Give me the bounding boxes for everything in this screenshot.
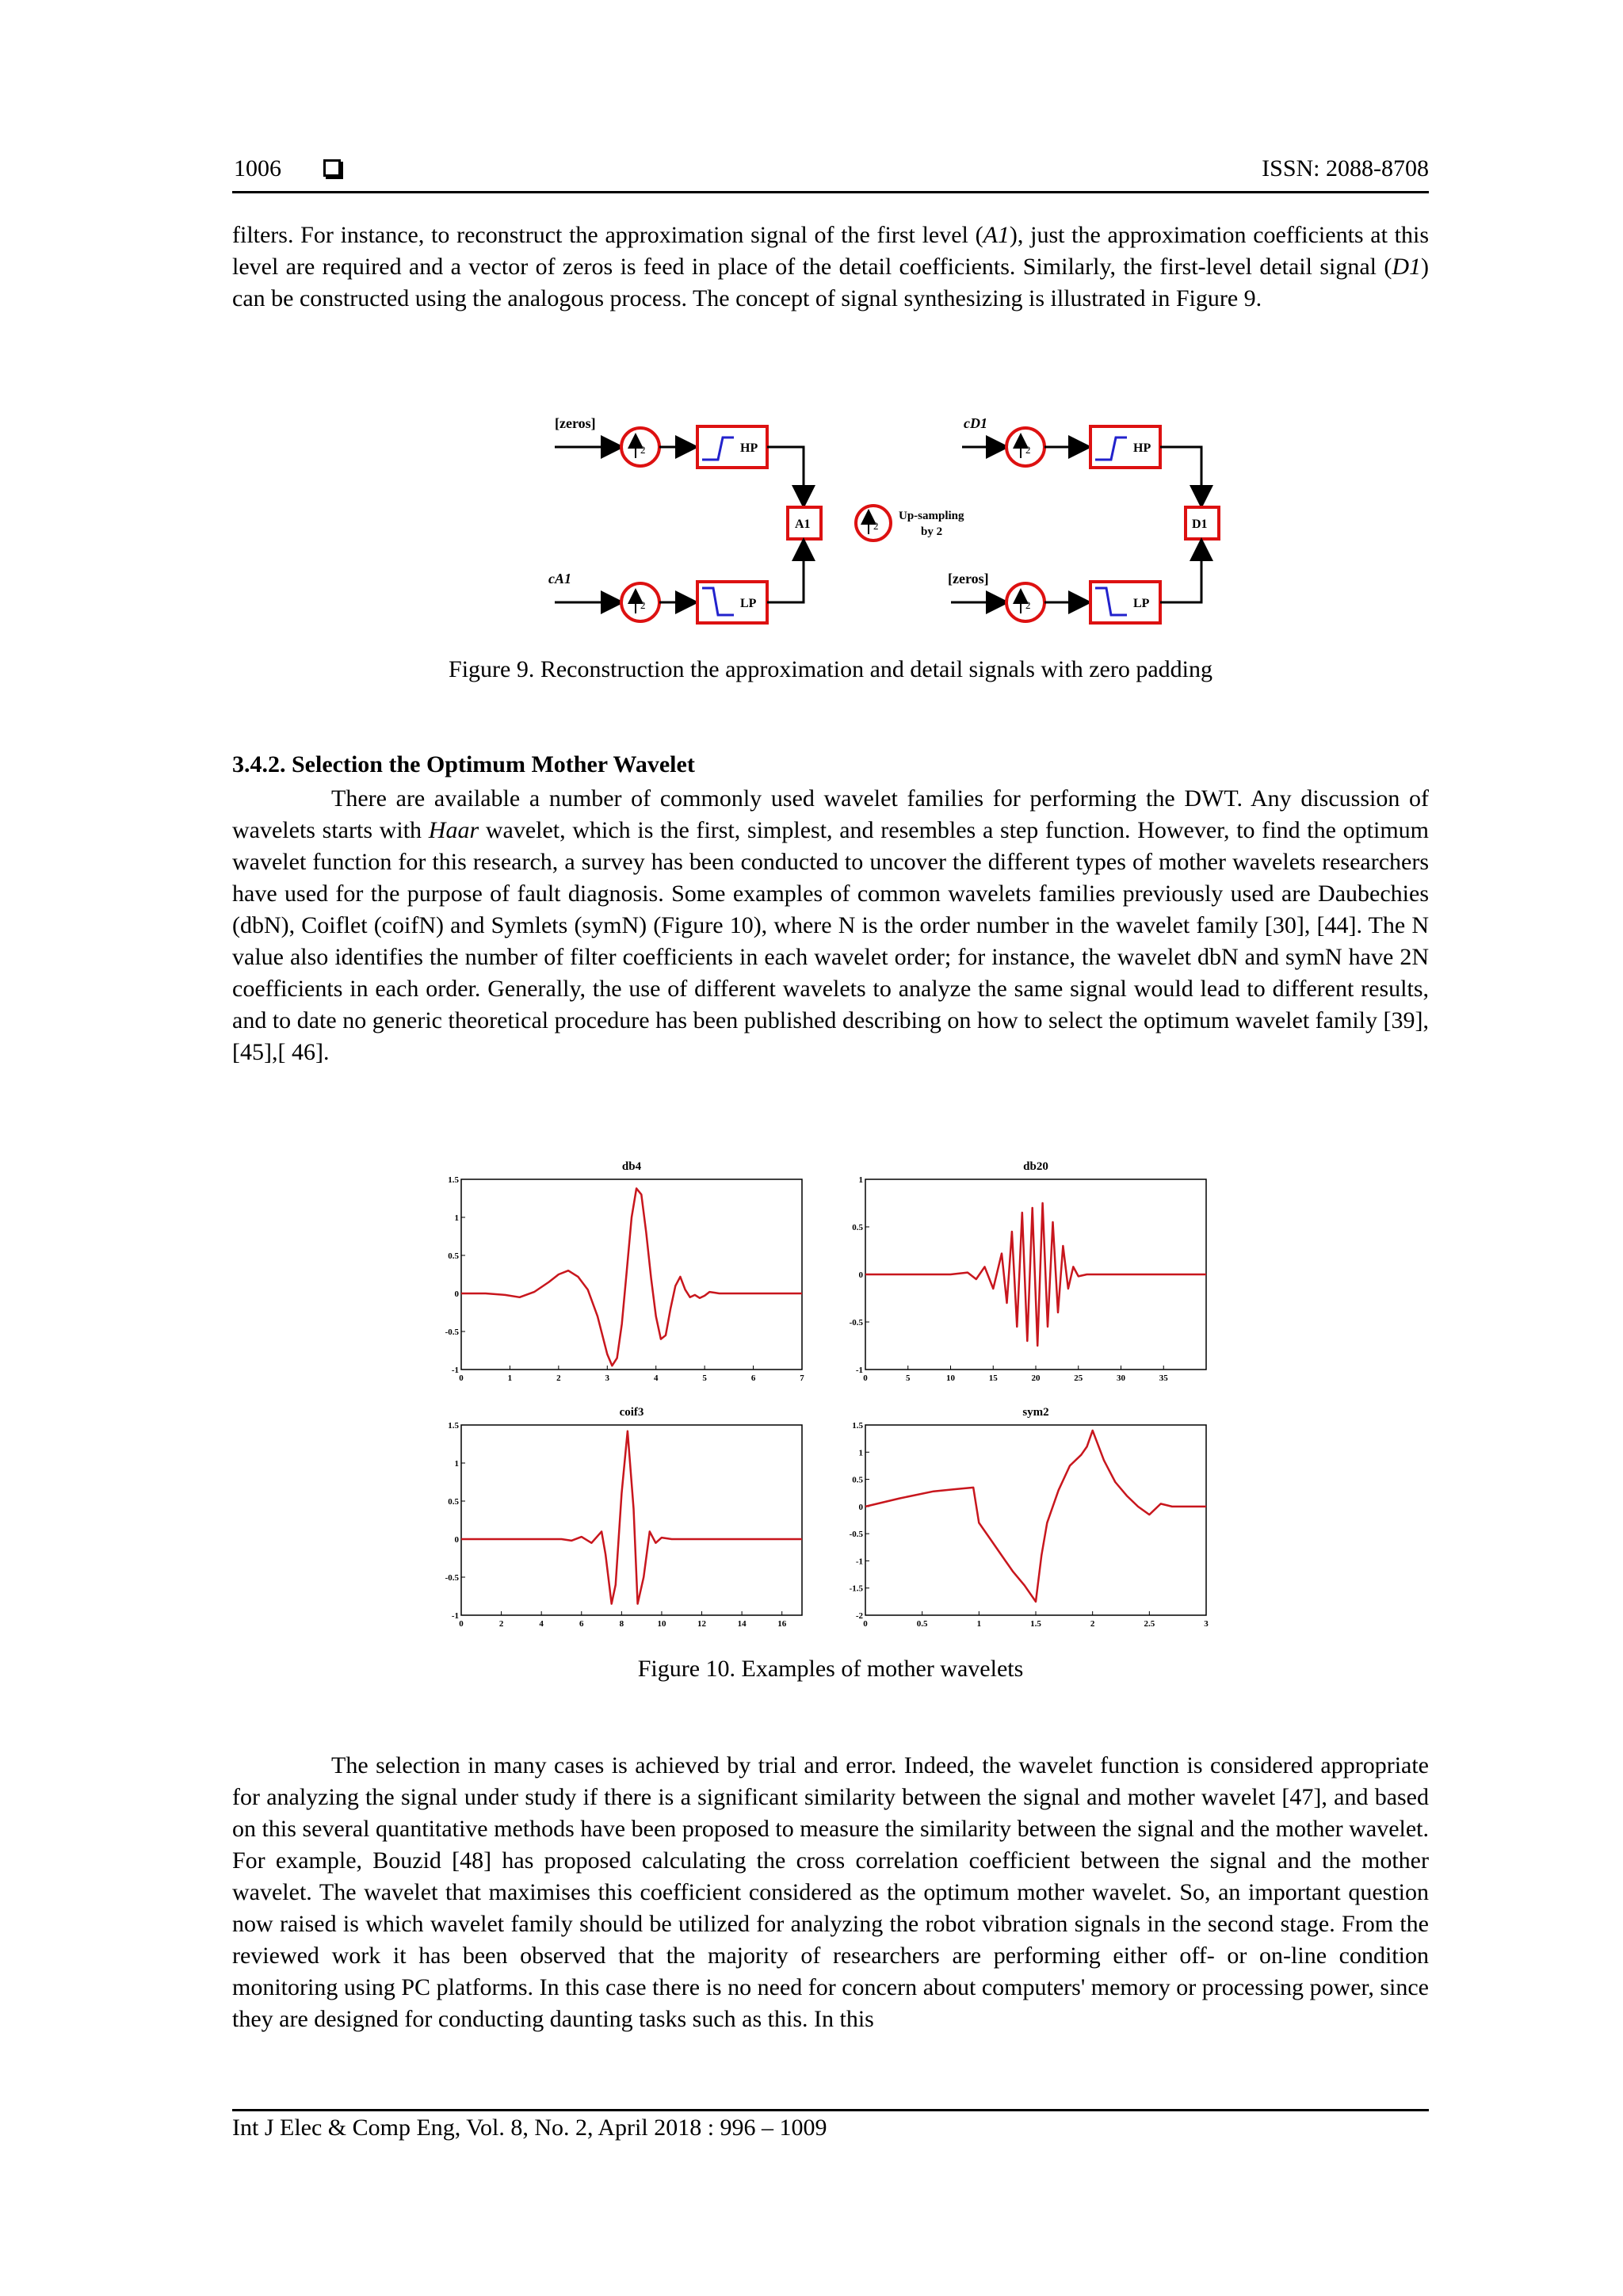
x-tick-label: 25 xyxy=(1074,1373,1083,1383)
hp-label: HP xyxy=(740,441,758,455)
legend-line1: Up-sampling xyxy=(899,510,964,522)
text-run: filters. For instance, to reconstruct the approximation signal of the first level ( xyxy=(232,222,983,248)
x-tick-label: 30 xyxy=(1117,1373,1125,1383)
legend-line2: by 2 xyxy=(921,525,943,538)
y-tick-label: -2 xyxy=(855,1611,863,1621)
chart-db20 xyxy=(848,1156,1212,1385)
zeros-input-label: [zeros] xyxy=(555,415,596,431)
plot-frame xyxy=(461,1179,802,1370)
math-d1: D1 xyxy=(1392,254,1421,280)
math-haar: Haar xyxy=(428,817,479,843)
cd1-input-label: cD1 xyxy=(964,415,987,431)
x-tick-label: 1.5 xyxy=(1030,1619,1041,1629)
y-tick-label: 0.5 xyxy=(448,1251,459,1261)
x-tick-label: 10 xyxy=(946,1373,955,1383)
upsample-node xyxy=(1006,583,1044,621)
y-tick-label: 1 xyxy=(454,1213,459,1223)
x-tick-label: 4 xyxy=(539,1619,544,1629)
legend-symbol: 2 xyxy=(873,520,879,532)
x-tick-label: 2.5 xyxy=(1144,1619,1155,1629)
x-tick-label: 20 xyxy=(1031,1373,1041,1383)
x-tick-label: 4 xyxy=(653,1373,659,1383)
upsample-factor: 2 xyxy=(640,599,646,611)
chart-title: coif3 xyxy=(619,1406,644,1419)
y-tick-label: -0.5 xyxy=(445,1328,459,1337)
x-tick-label: 5 xyxy=(702,1373,707,1383)
lp-label: LP xyxy=(1133,597,1150,610)
x-tick-label: 6 xyxy=(750,1373,756,1383)
x-tick-label: 0 xyxy=(459,1619,464,1629)
section-paragraph xyxy=(232,783,1429,1068)
plot-frame xyxy=(461,1425,802,1615)
x-tick-label: 15 xyxy=(988,1373,998,1383)
a1-label: A1 xyxy=(795,518,811,531)
x-tick-label: 2 xyxy=(1090,1619,1095,1629)
page-number: 1006 xyxy=(234,155,281,181)
x-tick-label: 7 xyxy=(800,1373,804,1383)
x-tick-label: 3 xyxy=(605,1373,610,1383)
y-tick-label: 1.5 xyxy=(448,1421,459,1431)
x-tick-label: 35 xyxy=(1159,1373,1168,1383)
issn: ISSN: 2088-8708 xyxy=(1262,155,1429,181)
ca1-input-label: cA1 xyxy=(548,571,571,586)
y-tick-label: 0 xyxy=(454,1535,459,1545)
chart-db4 xyxy=(444,1156,808,1385)
chart-sym2 xyxy=(848,1401,1212,1631)
math-a1: A1 xyxy=(983,222,1010,248)
x-tick-label: 0 xyxy=(459,1373,464,1383)
figure-9-diagram xyxy=(547,404,1244,642)
high-pass-filter-box xyxy=(1090,426,1160,468)
y-tick-label: 1.5 xyxy=(852,1421,863,1431)
header-rule xyxy=(232,191,1429,193)
selection-paragraph: The selection in many cases is achieved by trial and error. Indeed, the wavelet function is considered appropriate for analyzing the signal under study if there is a significant similarity between the signal and mother wavelet [47], and based on this several quantitative methods have been proposed to measure the similarity between the signal and the mother wavelet. For example, Bouzid [48] has proposed calculating the cross correlation coefficient between the signal and the mother wavelet. The wavelet that maximises this coefficient considered as the optimum mother wavelet. So, an important question now raised is which wavelet family should be utilized for analyzing the robot vibration signals in the second stage. From the reviewed work it has been observed that the majority of researchers are performing either off- or on-line condition monitoring using PC platforms. In this case there is no need for concern about computers' memory or processing power, since they are designed for conducting daunting tasks such as this. In this xyxy=(232,1752,1429,2032)
y-tick-label: 0 xyxy=(454,1289,459,1299)
upsample-node xyxy=(1006,428,1044,466)
footer-rule xyxy=(232,2109,1429,2111)
y-tick-label: 1 xyxy=(454,1459,459,1469)
lp-label: LP xyxy=(740,597,757,610)
x-tick-label: 16 xyxy=(777,1619,787,1629)
upsample-node xyxy=(621,583,659,621)
section-heading: 3.4.2. Selection the Optimum Mother Wavelet xyxy=(232,751,695,777)
y-tick-label: -0.5 xyxy=(849,1530,863,1540)
x-tick-label: 2 xyxy=(556,1373,561,1383)
y-tick-label: 0.5 xyxy=(852,1223,863,1232)
y-tick-label: 1.5 xyxy=(448,1175,459,1185)
footer-citation: Int J Elec & Comp Eng, Vol. 8, No. 2, April 2018 : 996 – 1009 xyxy=(232,2115,827,2141)
y-tick-label: -1 xyxy=(451,1611,459,1621)
intro-paragraph xyxy=(232,220,1429,315)
y-tick-label: -1 xyxy=(855,1557,863,1567)
low-pass-filter-box xyxy=(697,582,767,623)
upsample-factor: 2 xyxy=(1025,444,1031,456)
chart-title: sym2 xyxy=(1022,1406,1049,1419)
text-run: wavelet, which is the first, simplest, and resembles a step function. However, to find the optimum wavelet function for this research, a survey has been conducted to uncover the different types of mother wavelets researchers have used for the purpose of fault diagnosis. Some examples of common wavelets families previously used are Daubechies (dbN), Coiflet (coifN) and Symlets (symN) (Figure 10), where N is the order number in the wavelet family [30], [44]. The N value also identifies the number of filter coefficients in each wavelet order; for instance, the wavelet dbN and symN have 2N coefficients in each order. Generally, the use of different wavelets to analyze the same signal would lead to different results, and to date no generic theoretical procedure has been published describing on how to select the optimum wavelet family [39], [45],[ 46]. xyxy=(232,817,1429,1065)
text-run: ) can be constructed using the analogous process. The concept of signal synthesizing is illustrated in Figure 9. xyxy=(232,254,1429,311)
y-tick-label: 0 xyxy=(858,1502,863,1512)
y-tick-label: -0.5 xyxy=(445,1573,459,1583)
x-tick-label: 1 xyxy=(976,1619,982,1629)
figure-10-caption: Figure 10. Examples of mother wavelets xyxy=(637,1656,1024,1682)
y-tick-label: 0.5 xyxy=(448,1497,459,1507)
y-tick-label: -1 xyxy=(451,1366,459,1375)
y-tick-label: -1.5 xyxy=(849,1584,863,1594)
upsampling-legend xyxy=(856,506,964,541)
x-tick-label: 0.5 xyxy=(916,1619,928,1629)
x-tick-label: 0 xyxy=(863,1619,868,1629)
chart-coif3 xyxy=(444,1401,808,1631)
chart-title: db4 xyxy=(621,1160,642,1173)
header-square-icon xyxy=(323,159,341,177)
plot-frame xyxy=(865,1425,1206,1615)
x-tick-label: 12 xyxy=(697,1619,707,1629)
x-tick-label: 14 xyxy=(737,1619,747,1629)
hp-label: HP xyxy=(1133,441,1151,455)
x-tick-label: 10 xyxy=(657,1619,666,1629)
x-tick-label: 1 xyxy=(507,1373,513,1383)
upsample-factor: 2 xyxy=(1025,599,1031,611)
chart-title: db20 xyxy=(1023,1160,1048,1173)
high-pass-filter-box xyxy=(697,426,767,468)
upsample-factor: 2 xyxy=(640,444,646,456)
x-tick-label: 2 xyxy=(498,1619,504,1629)
figure-9-caption: Figure 9. Reconstruction the approximation and detail signals with zero padding xyxy=(449,656,1212,682)
y-tick-label: 1 xyxy=(858,1448,863,1458)
x-tick-label: 5 xyxy=(906,1373,911,1383)
zeros-input-label: [zeros] xyxy=(948,571,989,586)
x-tick-label: 8 xyxy=(619,1619,624,1629)
y-tick-label: 0.5 xyxy=(852,1475,863,1485)
low-pass-filter-box xyxy=(1090,582,1160,623)
upsample-node xyxy=(621,428,659,466)
text-run: There are available a number of commonly used wavelet families for performing the DWT. Any discussion of wavelets starts with xyxy=(232,785,1429,843)
x-tick-label: 6 xyxy=(579,1619,584,1629)
y-tick-label: 1 xyxy=(858,1175,863,1185)
text-run: ), just the approximation coefficients at this level are required and a vector of zeros is feed in place of the detail coefficients. Similarly, the first-level detail signal ( xyxy=(232,222,1429,280)
d1-label: D1 xyxy=(1192,518,1208,531)
x-tick-label: 0 xyxy=(863,1373,868,1383)
y-tick-label: -1 xyxy=(855,1366,863,1375)
y-tick-label: -0.5 xyxy=(849,1318,863,1328)
x-tick-label: 3 xyxy=(1204,1619,1209,1629)
y-tick-label: 0 xyxy=(858,1270,863,1280)
